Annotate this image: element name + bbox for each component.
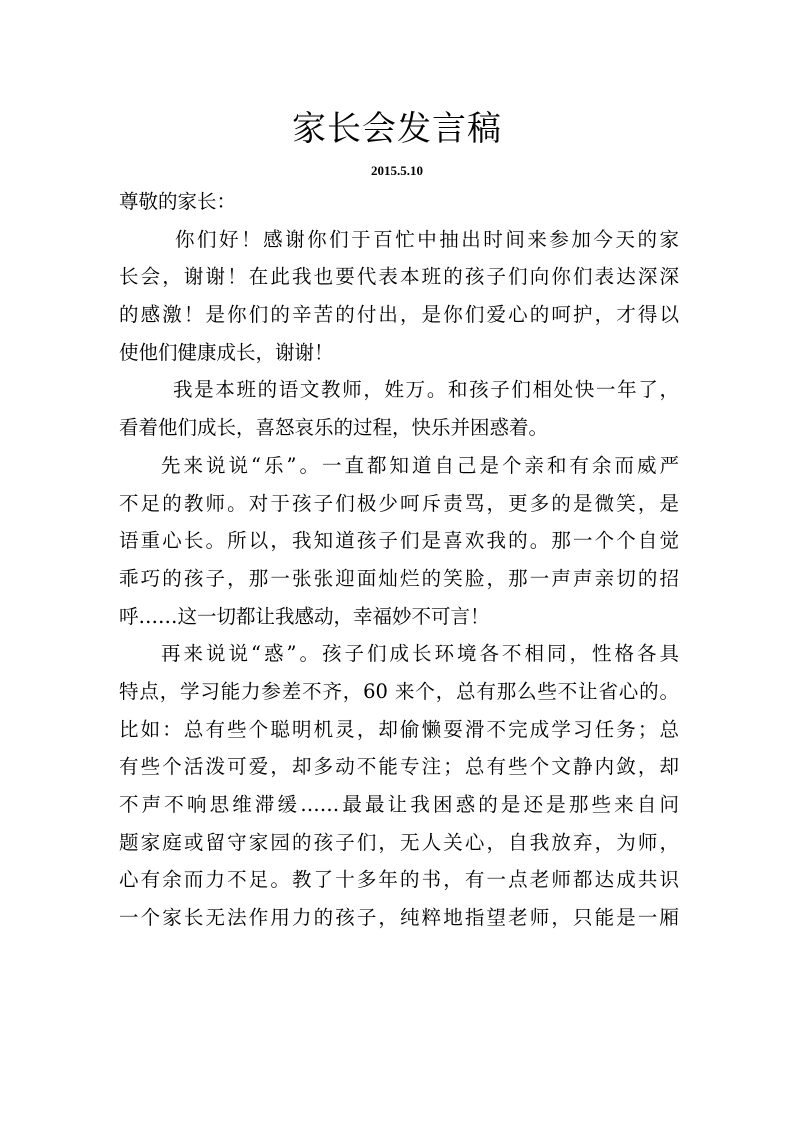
- paragraph-line: 我是本班的语文教师，姓万。和孩子们相处快一年了，: [173, 378, 679, 402]
- paragraph-line: 呼……这一切都让我感动，幸福妙不可言！: [119, 604, 490, 628]
- paragraph-line: 再来说说“惑”。孩子们成长环境各不相同，性格各具: [161, 642, 679, 666]
- paragraph-line: 语重心长。所以，我知道孩子们是喜欢我的。那一个个自觉: [119, 529, 679, 553]
- paragraph-line: 不声不响思维滞缓……最最让我困惑的是还是那些来自问: [119, 793, 679, 816]
- paragraph-line: 比如：总有些个聪明机灵，却偷懒耍滑不完成学习任务；总: [119, 717, 679, 741]
- document-title: 家长会发言稿: [292, 109, 502, 149]
- paragraph-line: 长会，谢谢！在此我也要代表本班的孩子们向你们表达深深: [119, 265, 679, 289]
- paragraph-line: 乖巧的孩子，那一张张迎面灿烂的笑脸，那一声声亲切的招: [119, 566, 679, 590]
- paragraph-line: 你们好！感谢你们于百忙中抽出时间来参加今天的家: [175, 227, 679, 251]
- paragraph-line: 先来说说“乐”。一直都知道自己是个亲和有余而威严: [161, 453, 679, 477]
- paragraph-line: 题家庭或留守家园的孩子们，无人关心，自我放弃，为师，: [119, 830, 679, 854]
- document-body: [119, 183, 679, 937]
- paragraph-line: 的感激！是你们的辛苦的付出，是你们爱心的呵护，才得以: [119, 303, 679, 327]
- paragraph-line: 心有余而力不足。教了十多年的书，有一点老师都达成共识: [119, 868, 679, 892]
- document-date: 2015.5.10: [371, 163, 423, 178]
- paragraph-line: 看着他们成长，喜怒哀乐的过程，快乐并困惑着。: [119, 416, 549, 440]
- salutation: 尊敬的家长：: [119, 190, 237, 213]
- paragraph-line: 有些个活泼可爱，却多动不能专注；总有些个文静内敛，却: [119, 755, 679, 779]
- paragraph-line: 一个家长无法作用力的孩子，纯粹地指望老师，只能是一厢: [119, 906, 679, 930]
- paragraph-line: 使他们健康成长，谢谢！: [119, 340, 334, 364]
- paragraph-line: 特点，学习能力参差不齐，60 来个，总有那么些不让省心的。: [119, 679, 679, 703]
- paragraph-line: 不足的教师。对于孩子们极少呵斥责骂，更多的是微笑，是: [119, 491, 679, 515]
